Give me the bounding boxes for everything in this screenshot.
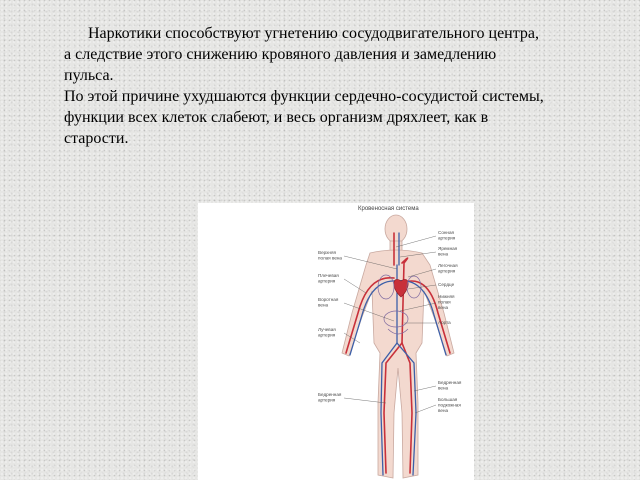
paragraph-consequences: По этой причине ухудшаются функции сердечно-сосудистой системы, функции всех клеток слабеют, и весь организм дряхлеет, как в старости. bbox=[64, 88, 544, 147]
paragraph-narcotics: Наркотики способствуют угнетению сосудодвигательного центра, а следствие этого снижению кровяного давления и замедлению пульса. bbox=[64, 25, 540, 84]
label-heart: Сердце bbox=[438, 282, 455, 287]
diagram-title: Кровеносная система bbox=[358, 206, 419, 212]
label-portal-vein: Воротная вена bbox=[318, 297, 339, 308]
circulatory-figure bbox=[198, 203, 474, 480]
label-femoral-vein: Бедренная вена bbox=[438, 380, 462, 391]
text-block bbox=[64, 23, 544, 149]
label-great-saphenous-vein: Большая подкожная вена bbox=[438, 397, 461, 413]
label-pulmonary-artery: Легочная артерия bbox=[438, 263, 458, 274]
label-brachial-artery: Плечевая артерия bbox=[318, 273, 339, 284]
labels-right bbox=[438, 230, 463, 413]
label-femoral-artery: Бедренная артерия bbox=[318, 392, 342, 403]
label-inferior-vena-cava: Нижняя полая вена bbox=[438, 294, 455, 310]
label-carotid-artery: Сонная артерия bbox=[438, 230, 456, 241]
label-aorta: Аорта bbox=[438, 320, 451, 325]
label-radial-artery: Лучевая артерия bbox=[318, 327, 336, 338]
label-jugular-vein: Яремная вена bbox=[438, 246, 458, 257]
label-superior-vena-cava: Верхняя полая вена bbox=[318, 250, 342, 261]
labels-left bbox=[318, 250, 343, 403]
circulatory-system-diagram bbox=[198, 203, 474, 480]
